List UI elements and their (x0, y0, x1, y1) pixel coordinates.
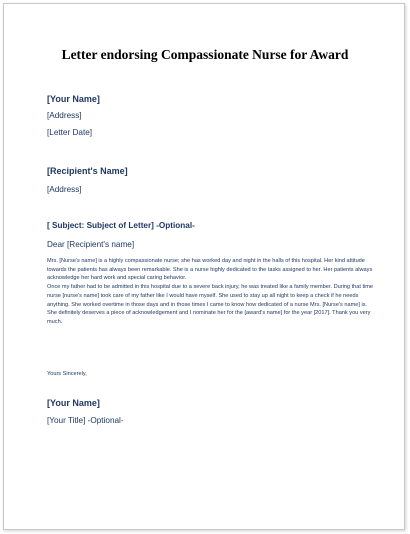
salutation: Dear [Recipient's name] (47, 240, 135, 249)
subject-line: [ Subject: Subject of Letter] -Optional- (47, 221, 195, 230)
signature-title: [Your Title] -Optional- (47, 416, 124, 425)
sender-address: [Address] (47, 111, 82, 120)
body-paragraph: Mrs. [Nurse's name] is a highly compassionate nurse; she has worked day and night in the halls of this hospital. Her kind attitude towards the patients has always been remarkable. She is a nurse highly dedicated to the tasks assigned to her. Her patients always acknowledge her hard work and special caring behavior. (47, 258, 373, 282)
recipient-name: [Recipient's Name] (47, 166, 128, 176)
closing: Yours Sincerely, (47, 371, 87, 377)
letter-date: [Letter Date] (47, 128, 93, 137)
sender-name: [Your Name] (47, 94, 100, 104)
recipient-address: [Address] (47, 185, 82, 194)
body-paragraph: Once my father had to be admitted in this hospital due to a severe back injury, he was treated like a family member. During that time nurse [nurse's name] took care of my father like I would have myself. She used to stay up all night to keep a check if he needs anything. She worked overtime in those days and in those times I came to know how dedicated of a nurse Mrs. [Nurse's name] is. She definitely deserves a piece of acknowledgement and I nominate her for the [award's name] for the year [2017]. Thank you very much. (47, 284, 374, 325)
signature-name: [Your Name] (47, 398, 100, 408)
document-title: Letter endorsing Compassionate Nurse for Award (61, 47, 349, 62)
letter-body (47, 257, 377, 327)
